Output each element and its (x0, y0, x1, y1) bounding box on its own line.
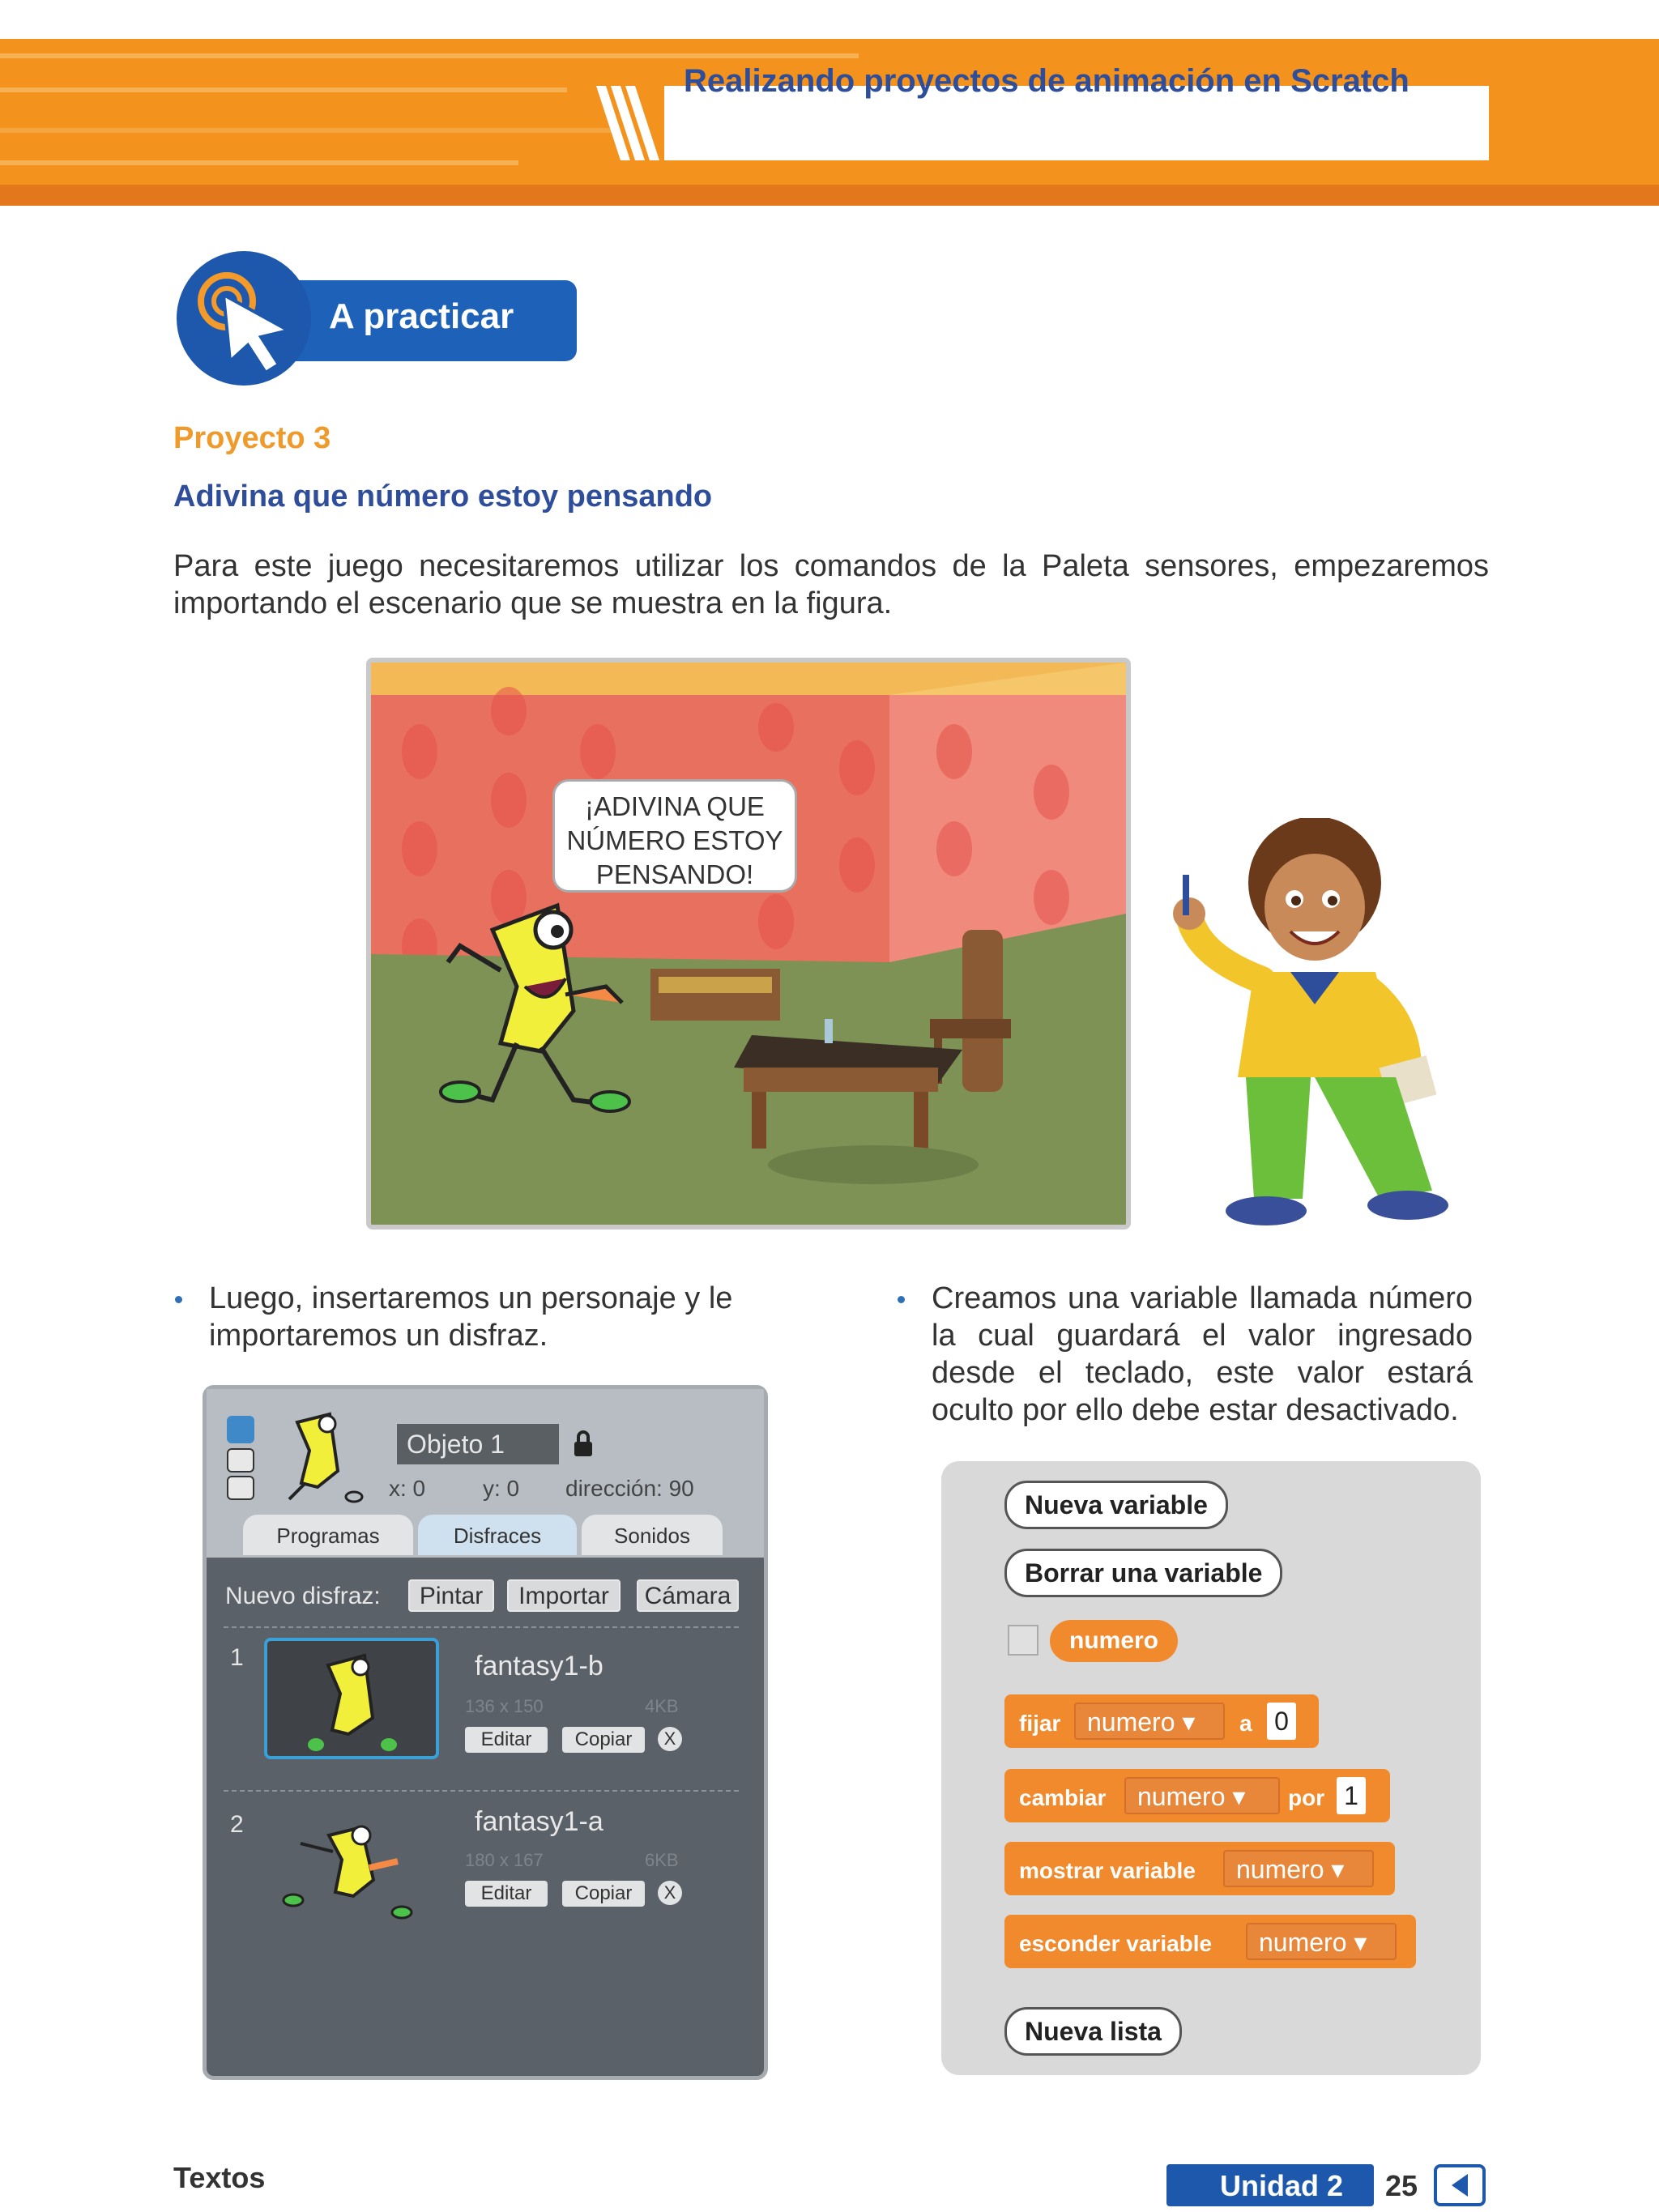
flip-left-right-icon[interactable] (227, 1448, 254, 1473)
practice-badge-label: A practicar (329, 296, 514, 336)
header-stripe (0, 160, 518, 165)
copy-costume-button[interactable]: Copiar (562, 1881, 645, 1907)
new-costume-label: Nuevo disfraz: (225, 1583, 381, 1609)
delete-costume-button[interactable]: X (658, 1727, 682, 1751)
delete-costume-button[interactable]: X (658, 1881, 682, 1905)
edit-costume-button[interactable]: Editar (465, 1881, 548, 1907)
sprite-direction-readout: dirección: 90 (565, 1476, 694, 1501)
page-header-title: Realizando proyectos de animación en Scratch (684, 63, 1410, 99)
dropdown-value: numero (1137, 1782, 1226, 1811)
number-input[interactable]: 0 (1267, 1703, 1296, 1740)
sprite-name-field[interactable]: Objeto 1 (397, 1424, 559, 1464)
divider (224, 1626, 739, 1628)
edit-costume-button[interactable]: Editar (465, 1727, 548, 1753)
block-label: por (1288, 1785, 1325, 1810)
header-stripe (0, 87, 567, 92)
cursor-click-icon (177, 251, 311, 386)
import-button[interactable]: Importar (507, 1579, 621, 1612)
costume-index: 2 (230, 1811, 244, 1838)
sprite-x-readout: x: 0 (389, 1476, 426, 1501)
speech-bubble (552, 779, 797, 893)
header-stripe (0, 53, 859, 58)
header-stripe (0, 128, 616, 133)
block-label: mostrar variable (1019, 1858, 1196, 1883)
costume-filesize: 6KB (645, 1850, 679, 1870)
block-label: cambiar (1019, 1785, 1107, 1810)
paint-button[interactable]: Pintar (408, 1579, 494, 1612)
costume-name[interactable]: fantasy1-b (475, 1651, 603, 1681)
no-rotate-icon[interactable] (227, 1476, 254, 1500)
number-input[interactable]: 1 (1337, 1777, 1366, 1814)
costume-image (267, 1641, 436, 1756)
costume-index: 1 (230, 1644, 244, 1671)
costume-thumbnail-selected[interactable] (264, 1638, 439, 1759)
footer-book-title: Textos (173, 2161, 266, 2194)
speech-line: ¡ADIVINA QUE (585, 791, 765, 821)
lock-icon[interactable] (572, 1429, 595, 1458)
header-bottom-band (0, 185, 1659, 206)
costume-dimensions: 180 x 167 (465, 1850, 544, 1870)
costume-image (264, 1803, 439, 1924)
block-label: fijar (1019, 1711, 1061, 1736)
tab-sonidos[interactable]: Sonidos (582, 1515, 723, 1555)
variable-reporter[interactable]: numero (1050, 1620, 1178, 1662)
practice-badge-circle (177, 251, 311, 386)
costume-dimensions: 136 x 150 (465, 1696, 544, 1716)
unit-label: Unidad 2 (1220, 2169, 1344, 2202)
divider (224, 1790, 739, 1792)
project-number: Proyecto 3 (173, 421, 331, 455)
speech-line: PENSANDO! (595, 859, 754, 889)
tab-programas[interactable]: Programas (243, 1515, 413, 1555)
costume-thumbnail[interactable] (264, 1803, 439, 1924)
sprite-thumbnail (277, 1406, 366, 1503)
room-illustration (371, 663, 1126, 1225)
costume-filesize: 4KB (645, 1696, 679, 1716)
bullet-text: Luego, insertaremos un personaje y le importaremos un disfraz. (209, 1281, 733, 1353)
page-number: 25 (1385, 2169, 1418, 2202)
camera-button[interactable]: Cámara (637, 1579, 739, 1612)
rotate-all-icon[interactable] (227, 1416, 254, 1443)
play-left-icon (1437, 2167, 1482, 2203)
delete-variable-button[interactable]: Borrar una variable (1004, 1549, 1282, 1597)
block-label: a (1239, 1711, 1252, 1736)
block-label: esconder variable (1019, 1931, 1213, 1956)
tab-disfraces[interactable]: Disfraces (418, 1515, 577, 1555)
dropdown-value: numero (1259, 1928, 1347, 1957)
new-list-button[interactable]: Nueva lista (1004, 2007, 1182, 2056)
variable-dropdown[interactable]: numero ▾ (1074, 1703, 1225, 1740)
variable-dropdown[interactable]: numero ▾ (1124, 1777, 1280, 1814)
copy-costume-button[interactable]: Copiar (562, 1727, 645, 1753)
variable-dropdown[interactable]: numero ▾ (1223, 1850, 1374, 1887)
bullet-dot (175, 1296, 182, 1303)
dropdown-value: numero (1236, 1855, 1324, 1884)
speech-line: NÚMERO ESTOY (566, 825, 783, 855)
sprite-y-readout: y: 0 (483, 1476, 520, 1501)
variable-visibility-checkbox[interactable] (1008, 1625, 1038, 1656)
new-variable-button[interactable]: Nueva variable (1004, 1481, 1228, 1529)
project-title: Adivina que número estoy pensando (173, 479, 713, 514)
scratch-stage-image (366, 658, 1131, 1230)
bullet-dot (898, 1296, 905, 1303)
page-back-button[interactable] (1434, 2164, 1486, 2206)
boy-illustration (1165, 818, 1465, 1239)
dropdown-value: numero (1087, 1707, 1175, 1737)
bullet-text: Creamos una variable llamada número la cual guardará el valor ingresado desde el teclado, este valor estará oculto por ello debe estar desactivado. (932, 1281, 1473, 1427)
costume-name[interactable]: fantasy1-a (475, 1806, 603, 1837)
variable-dropdown[interactable]: numero ▾ (1246, 1923, 1397, 1960)
intro-paragraph: Para este juego necesitaremos utilizar los comandos de la Paleta sensores, empezaremos importando el escenario que se muestra en la figura. (173, 549, 1489, 620)
